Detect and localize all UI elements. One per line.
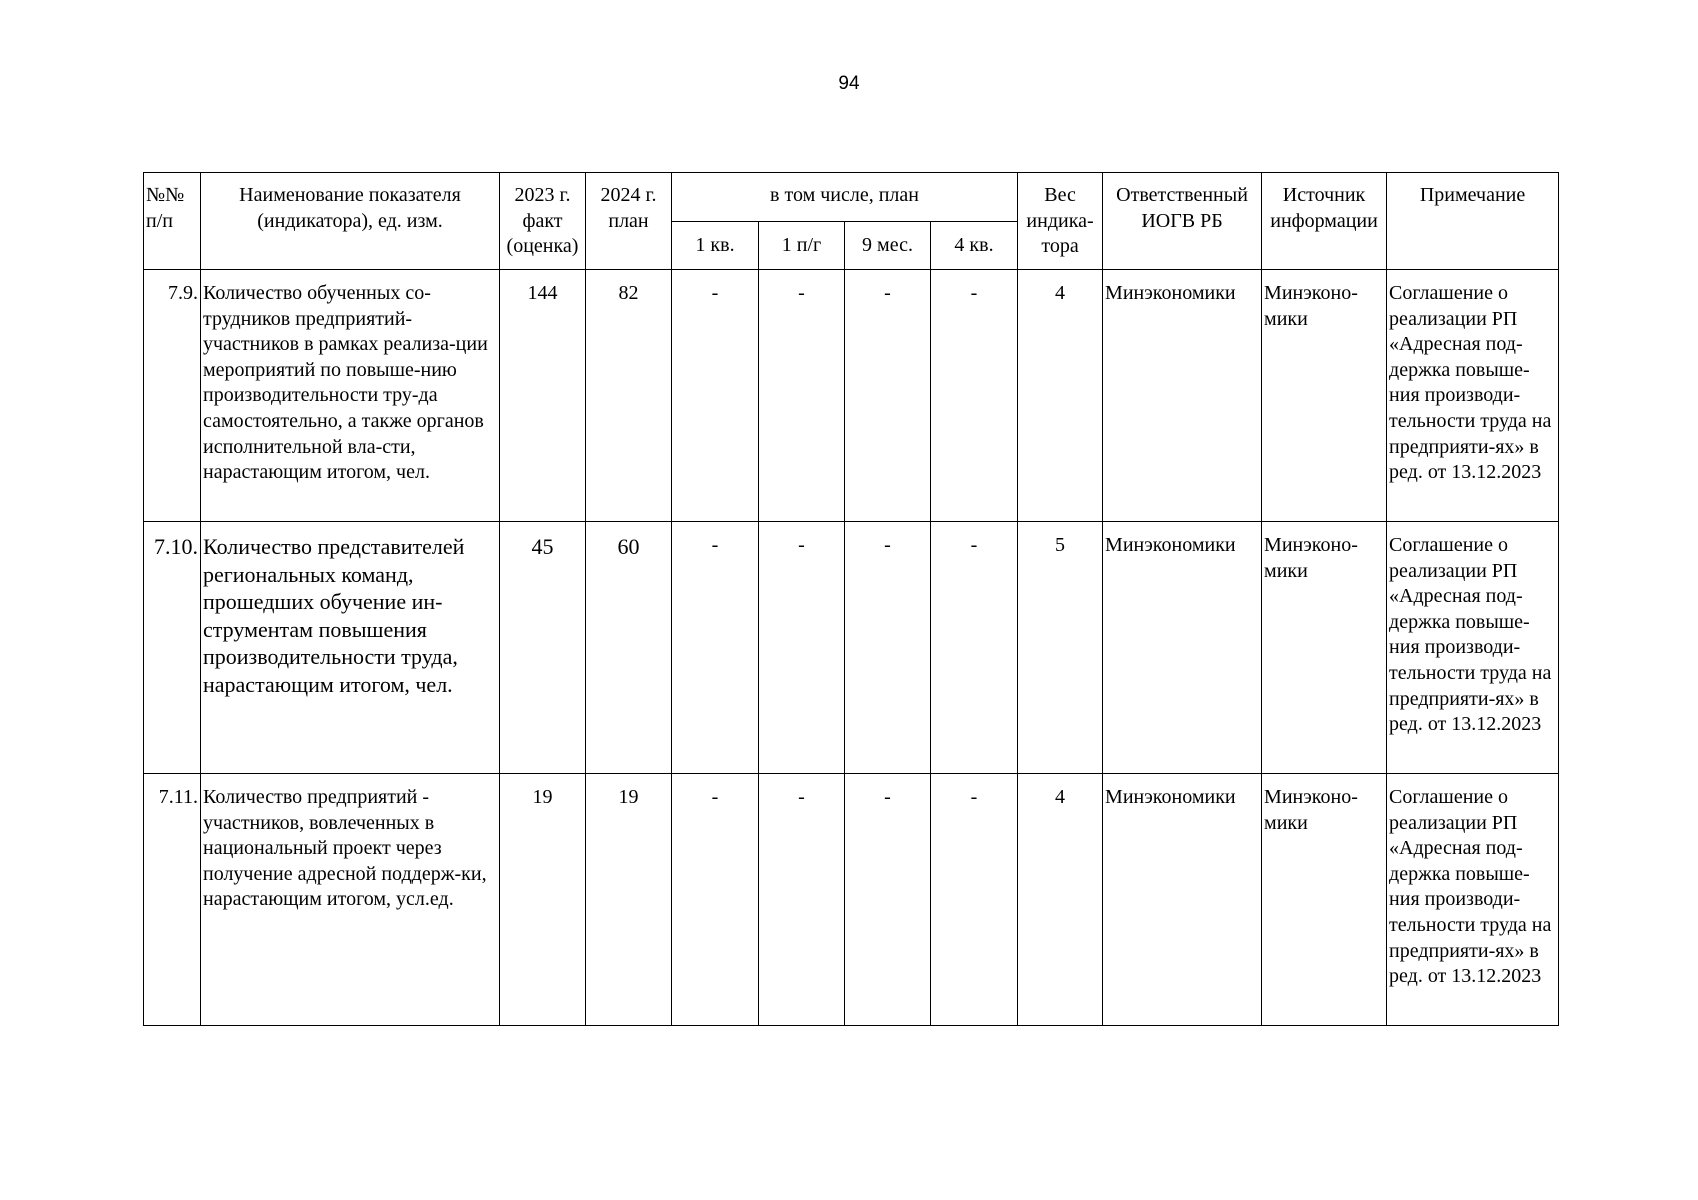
row-q1: - [672,774,759,1026]
header-note [1387,173,1559,270]
row-note: Соглашение о реализации РП «Адресная под-держка повыше-ния производи-тельности труда на предприяти-ях» в ред. от 13.12.2023 [1387,774,1559,1026]
header-incl-plan-label: в том числе, план [770,184,919,206]
header-name-label: Наименование показателя (индикатора), ед. изм. [239,184,461,232]
table-row [144,774,1559,1026]
row-responsible: Минэкономики [1103,270,1262,522]
row-plan-2024: 60 [586,522,672,774]
row-weight: 5 [1018,522,1103,774]
row-m9: - [845,270,931,522]
row-name: Количество представителей региональных команд, прошедших обучение ин-струментам повышения производительности труда, нарастающим итогом, чел. [201,522,500,774]
header-weight-label: Вес индика-тора [1026,184,1094,258]
row-weight: 4 [1018,270,1103,522]
row-responsible: Минэкономики [1103,522,1262,774]
table-row [144,522,1559,774]
header-name [201,173,500,270]
row-q1: - [672,522,759,774]
row-h1: - [759,774,845,1026]
row-num: 7.10. [144,522,201,774]
table-row [144,270,1559,522]
row-m9: - [845,522,931,774]
row-q4: - [931,774,1018,1026]
row-h1: - [759,522,845,774]
row-plan-2024: 82 [586,270,672,522]
header-num-label: №№ п/п [146,184,185,232]
row-h1: - [759,270,845,522]
row-fact-2023: 144 [500,270,586,522]
header-fact-2023 [500,173,586,270]
row-source: Минэконо-мики [1262,270,1387,522]
row-source: Минэконо-мики [1262,522,1387,774]
row-q4: - [931,270,1018,522]
page-number: 94 [838,73,860,94]
row-weight: 4 [1018,774,1103,1026]
header-weight [1018,173,1103,270]
header-note-label: Примечание [1419,184,1526,206]
header-m9: 9 мес. [845,222,931,270]
row-num: 7.9. [144,270,201,522]
row-note: Соглашение о реализации РП «Адресная под-держка повыше-ния производи-тельности труда на предприяти-ях» в ред. от 13.12.2023 [1387,522,1559,774]
header-h1: 1 п/г [759,222,845,270]
row-name: Количество предприятий - участников, вовлеченных в национальный проект через получение адресной поддерж-ки, нарастающим итогом, усл.ед. [201,774,500,1026]
header-plan-2024-label: 2024 г. план [600,184,657,232]
row-responsible: Минэкономики [1103,774,1262,1026]
row-note: Соглашение о реализации РП «Адресная под-держка повыше-ния производи-тельности труда на предприяти-ях» в ред. от 13.12.2023 [1387,270,1559,522]
header-responsible-label: Ответственный ИОГВ РБ [1116,184,1248,232]
header-plan-2024 [586,173,672,270]
header-responsible [1103,173,1262,270]
row-fact-2023: 45 [500,522,586,774]
indicators-table [143,172,1559,1026]
row-q4: - [931,522,1018,774]
row-m9: - [845,774,931,1026]
header-q4: 4 кв. [931,222,1018,270]
row-fact-2023: 19 [500,774,586,1026]
row-source: Минэконо-мики [1262,774,1387,1026]
header-source-label: Источник информации [1270,184,1378,232]
row-plan-2024: 19 [586,774,672,1026]
header-fact-2023-label: 2023 г. факт (оценка) [506,184,579,258]
row-q1: - [672,270,759,522]
row-num: 7.11. [144,774,201,1026]
header-q1: 1 кв. [672,222,759,270]
row-name: Количество обученных со-трудников предприятий-участников в рамках реализа-ции мероприятий по повыше-нию производительности тру-да самостоятельно, а также органов исполнительной вла-сти, нарастающим итогом, чел. [201,270,500,522]
header-source [1262,173,1387,270]
header-num [144,173,201,270]
header-incl-plan [672,173,1018,222]
